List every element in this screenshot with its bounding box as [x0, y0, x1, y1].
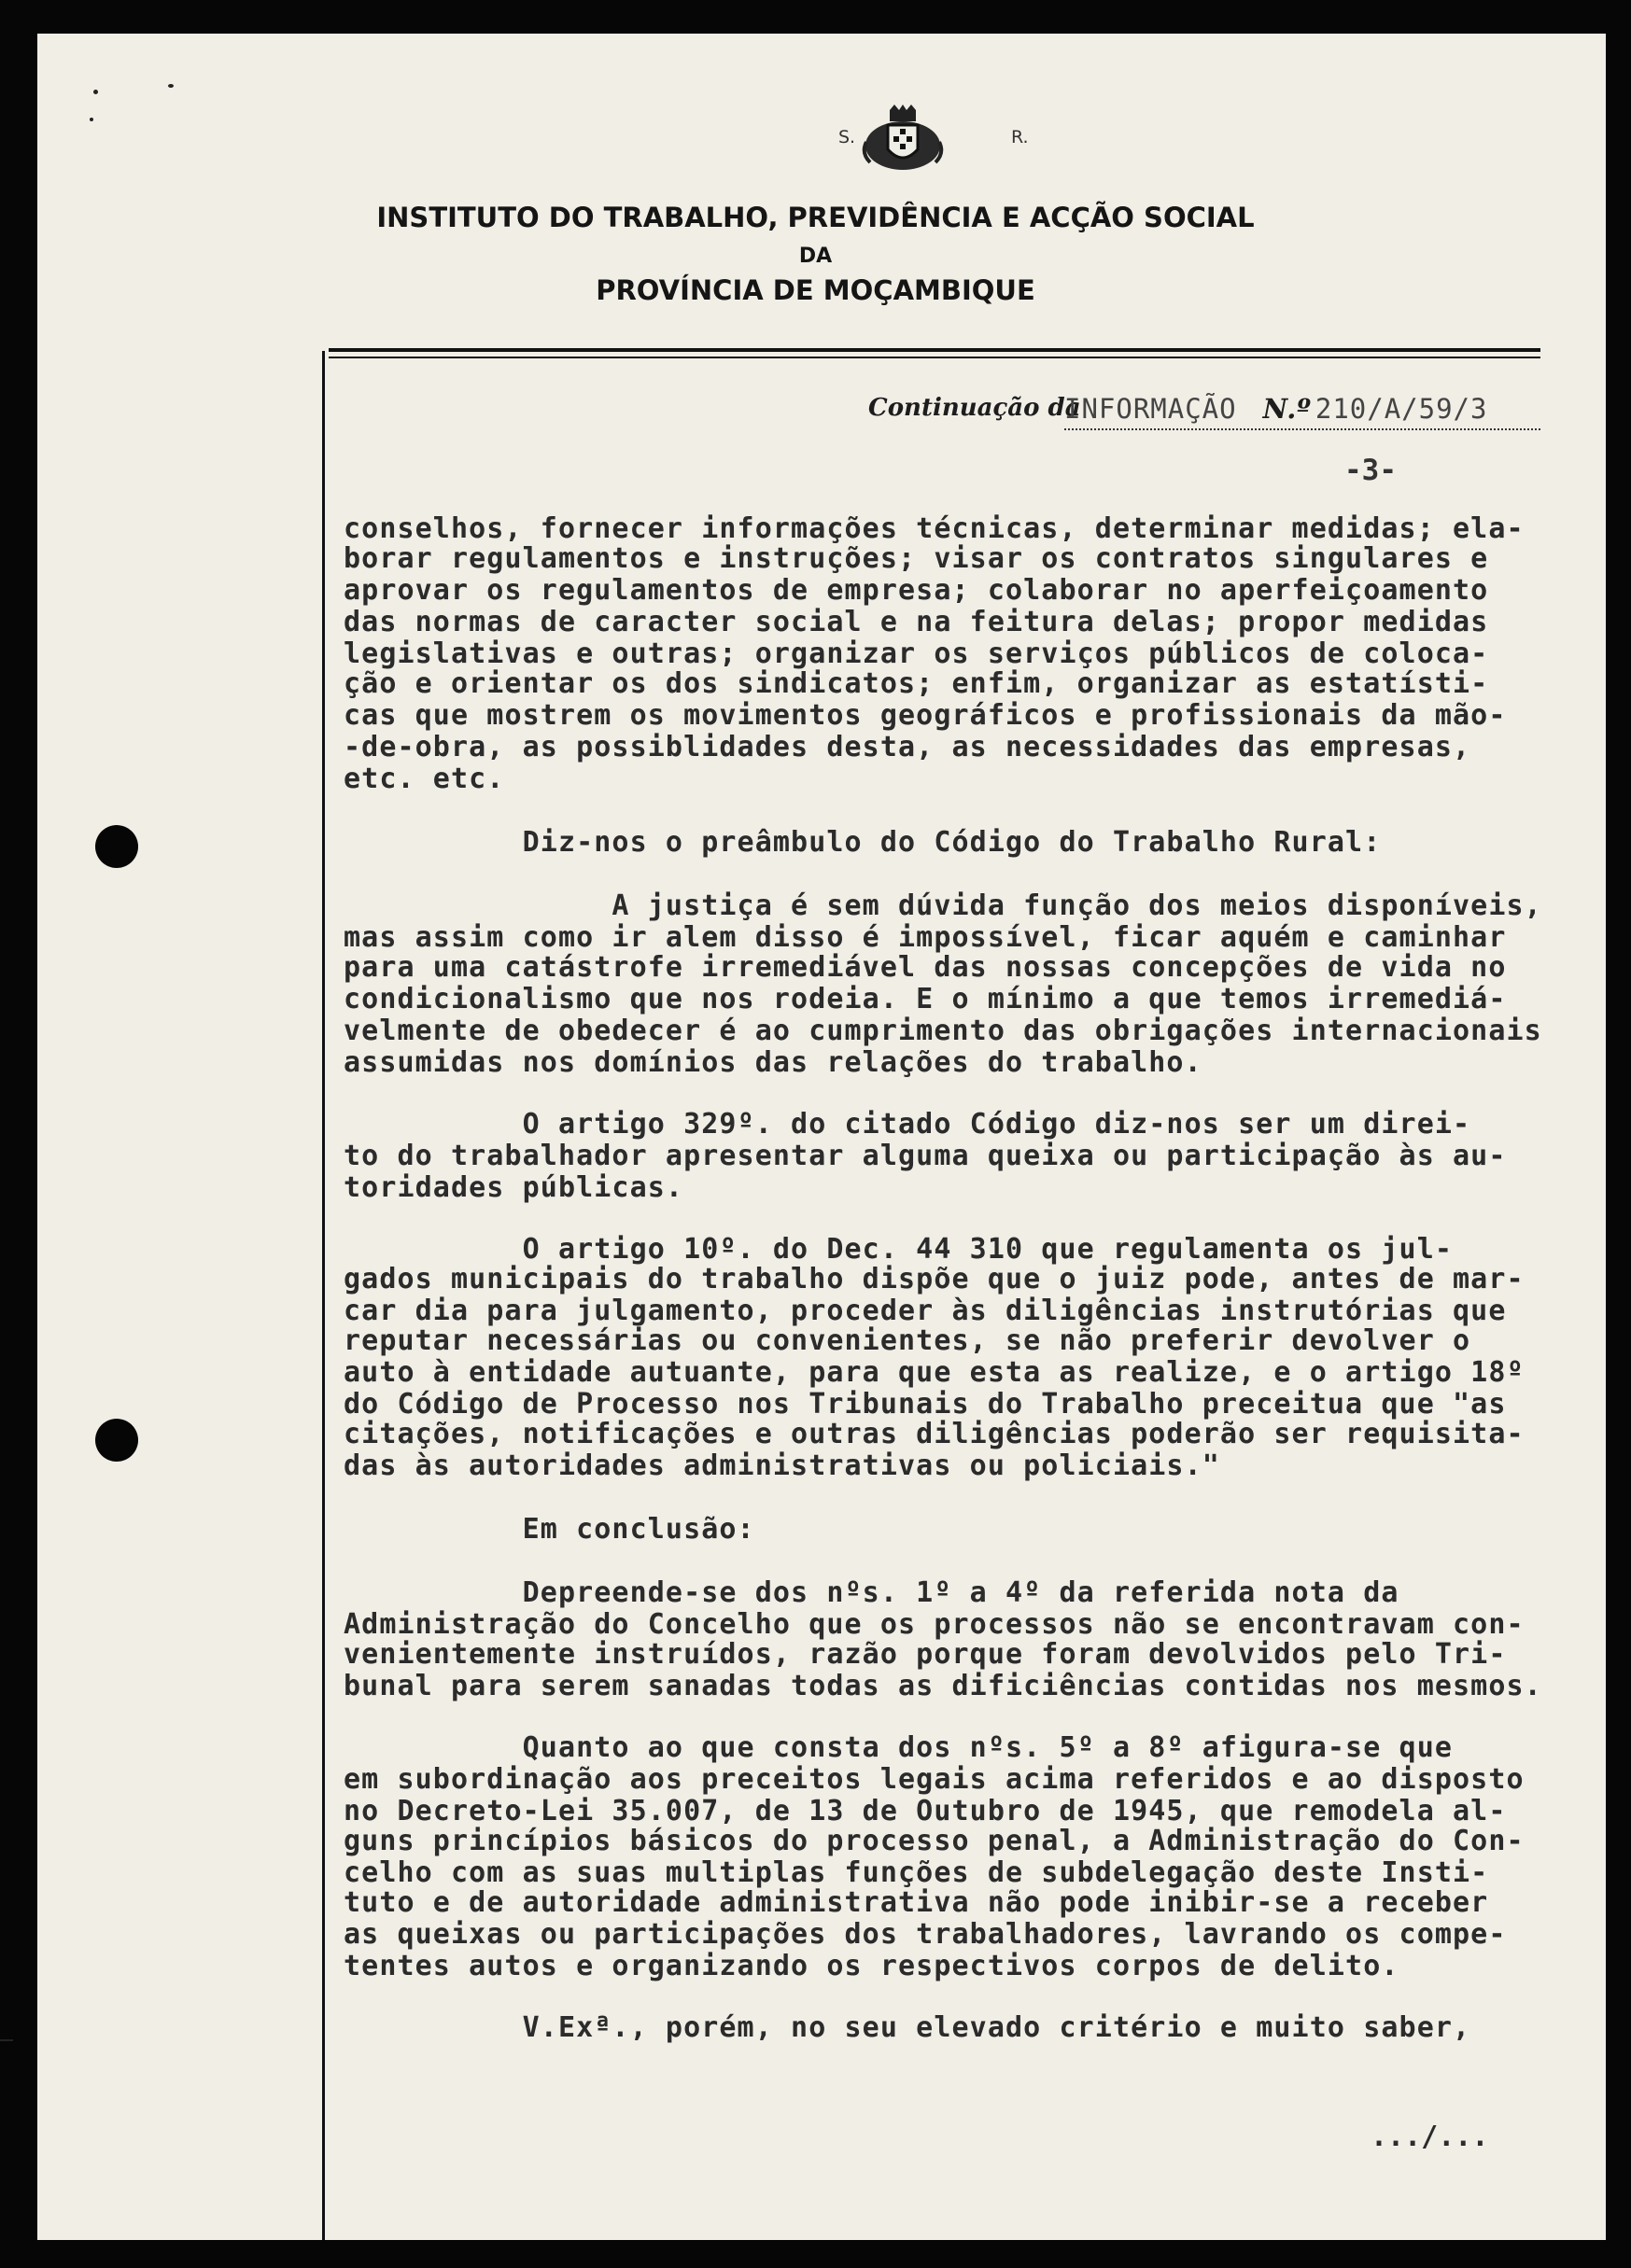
text-line: Depreende-se dos nºs. 1º a 4º da referida nota da	[344, 1576, 1399, 1609]
continuation-reference	[1064, 393, 1540, 430]
text-line: O artigo 329º. do citado Código diz-nos ser um direi-	[344, 1108, 1471, 1141]
text-line: em subordinação aos preceitos legais acima referidos e ao disposto	[344, 1763, 1525, 1796]
text-line: para uma catástrofe irremediável das nossas concepções de vida no	[344, 951, 1507, 984]
province-title: PROVÍNCIA DE MOÇAMBIQUE	[596, 274, 1035, 306]
text-line: celho com as suas multiplas funções de subdelegação deste Insti-	[344, 1856, 1489, 1889]
text-line: velmente de obedecer é ao cumprimento das obrigações internacionais	[344, 1015, 1542, 1047]
institution-da: DA	[798, 245, 833, 268]
header-rule-thin	[329, 357, 1540, 358]
text-line: as queixas ou participações dos trabalhadores, lavrando os compe-	[344, 1918, 1507, 1951]
text-line: bunal para serem sanadas todas as dificiências contidas nos mesmos.	[344, 1670, 1542, 1702]
text-line: car dia para julgamento, proceder às diligências instrutórias que	[344, 1295, 1507, 1327]
punch-hole-upper	[95, 825, 138, 868]
text-line: A justiça é sem dúvida função dos meios disponíveis,	[344, 889, 1542, 922]
page-number: -3-	[1344, 454, 1397, 487]
text-line: das às autoridades administrativas ou policiais."	[344, 1449, 1220, 1482]
text-line: reputar necessárias ou convenientes, se não preferir devolver o	[344, 1324, 1471, 1357]
margin-tick	[0, 2039, 13, 2041]
text-line: borar regulamentos e instruções; visar os contratos singulares e	[344, 542, 1489, 575]
institution-title: INSTITUTO DO TRABALHO, PREVIDÊNCIA E ACÇÃO SOCIAL	[376, 202, 1255, 233]
text-line: tentes autos e organizando os respectivos corpos de delito.	[344, 1950, 1399, 1982]
margin-speck	[90, 118, 93, 121]
document-number: 210/A/59/3	[1315, 393, 1488, 425]
document-type: INFORMAÇÃO	[1064, 393, 1237, 425]
text-line: auto à entidade autuante, para que esta as realize, e o artigo 18º	[344, 1356, 1525, 1389]
text-line: Diz-nos o preâmbulo do Código do Trabalho Rural:	[344, 826, 1382, 859]
text-line: Quanto ao que consta dos nºs. 5º a 8º afigura-se que	[344, 1731, 1454, 1764]
text-line: Administração do Concelho que os processos não se encontravam con-	[344, 1608, 1525, 1641]
left-margin-rule	[322, 351, 325, 2240]
text-line: O artigo 10º. do Dec. 44 310 que regulamenta os jul-	[344, 1233, 1454, 1266]
text-line: aprovar os regulamentos de empresa; colaborar no aperfeiçoamento	[344, 574, 1489, 607]
margin-speck	[93, 90, 98, 94]
text-line: cas que mostrem os movimentos geográficos e profissionais da mão-	[344, 699, 1507, 732]
continuation-label: Continuação da	[868, 394, 1081, 422]
coat-of-arms-emblem	[859, 105, 947, 174]
header-left-mark: S.	[838, 127, 856, 147]
text-line: mas assim como ir alem disso é impossível, ficar aquém e caminhar	[344, 921, 1507, 954]
text-line: condicionalismo que nos rodeia. E o mínimo a que temos irremediá-	[344, 983, 1507, 1015]
number-label: N.º	[1262, 393, 1312, 425]
punch-hole-lower	[95, 1419, 138, 1462]
text-line: venientemente instruídos, razão porque foram devolvidos pelo Tri-	[344, 1638, 1507, 1671]
text-line: legislativas e outras; organizar os serviços públicos de coloca-	[344, 637, 1489, 670]
text-line: Em conclusão:	[344, 1513, 755, 1546]
text-line: gados municipais do trabalho dispõe que o juiz pode, antes de mar-	[344, 1263, 1525, 1295]
text-line: V.Exª., porém, no seu elevado critério e muito saber,	[344, 2011, 1471, 2044]
text-line: etc. etc.	[344, 763, 505, 795]
text-line: das normas de caracter social e na feitura delas; propor medidas	[344, 606, 1489, 638]
text-line: assumidas nos domínios das relações do trabalho.	[344, 1046, 1202, 1079]
text-line: no Decreto-Lei 35.007, de 13 de Outubro de 1945, que remodela al-	[344, 1795, 1507, 1827]
header-right-mark: R.	[1011, 127, 1029, 147]
continued-mark: .../...	[1371, 2121, 1489, 2153]
header-rule-thick	[329, 348, 1540, 352]
text-line: do Código de Processo nos Tribunais do Trabalho preceitua que "as	[344, 1388, 1507, 1421]
text-line: toridades públicas.	[344, 1171, 684, 1204]
margin-speck	[168, 84, 174, 88]
text-line: -de-obra, as possiblidades desta, as necessidades das empresas,	[344, 731, 1471, 763]
text-line: guns princípios básicos do processo penal, a Administração do Con-	[344, 1825, 1525, 1857]
text-line: tuto e de autoridade administrativa não pode inibir-se a receber	[344, 1886, 1489, 1919]
text-line: ção e orientar os dos sindicatos; enfim, organizar as estatísti-	[344, 667, 1489, 700]
text-line: citações, notificações e outras diligências poderão ser requisita-	[344, 1418, 1525, 1450]
text-line: conselhos, fornecer informações técnicas, determinar medidas; ela-	[344, 512, 1525, 545]
text-line: to do trabalhador apresentar alguma queixa ou participação às au-	[344, 1140, 1507, 1172]
